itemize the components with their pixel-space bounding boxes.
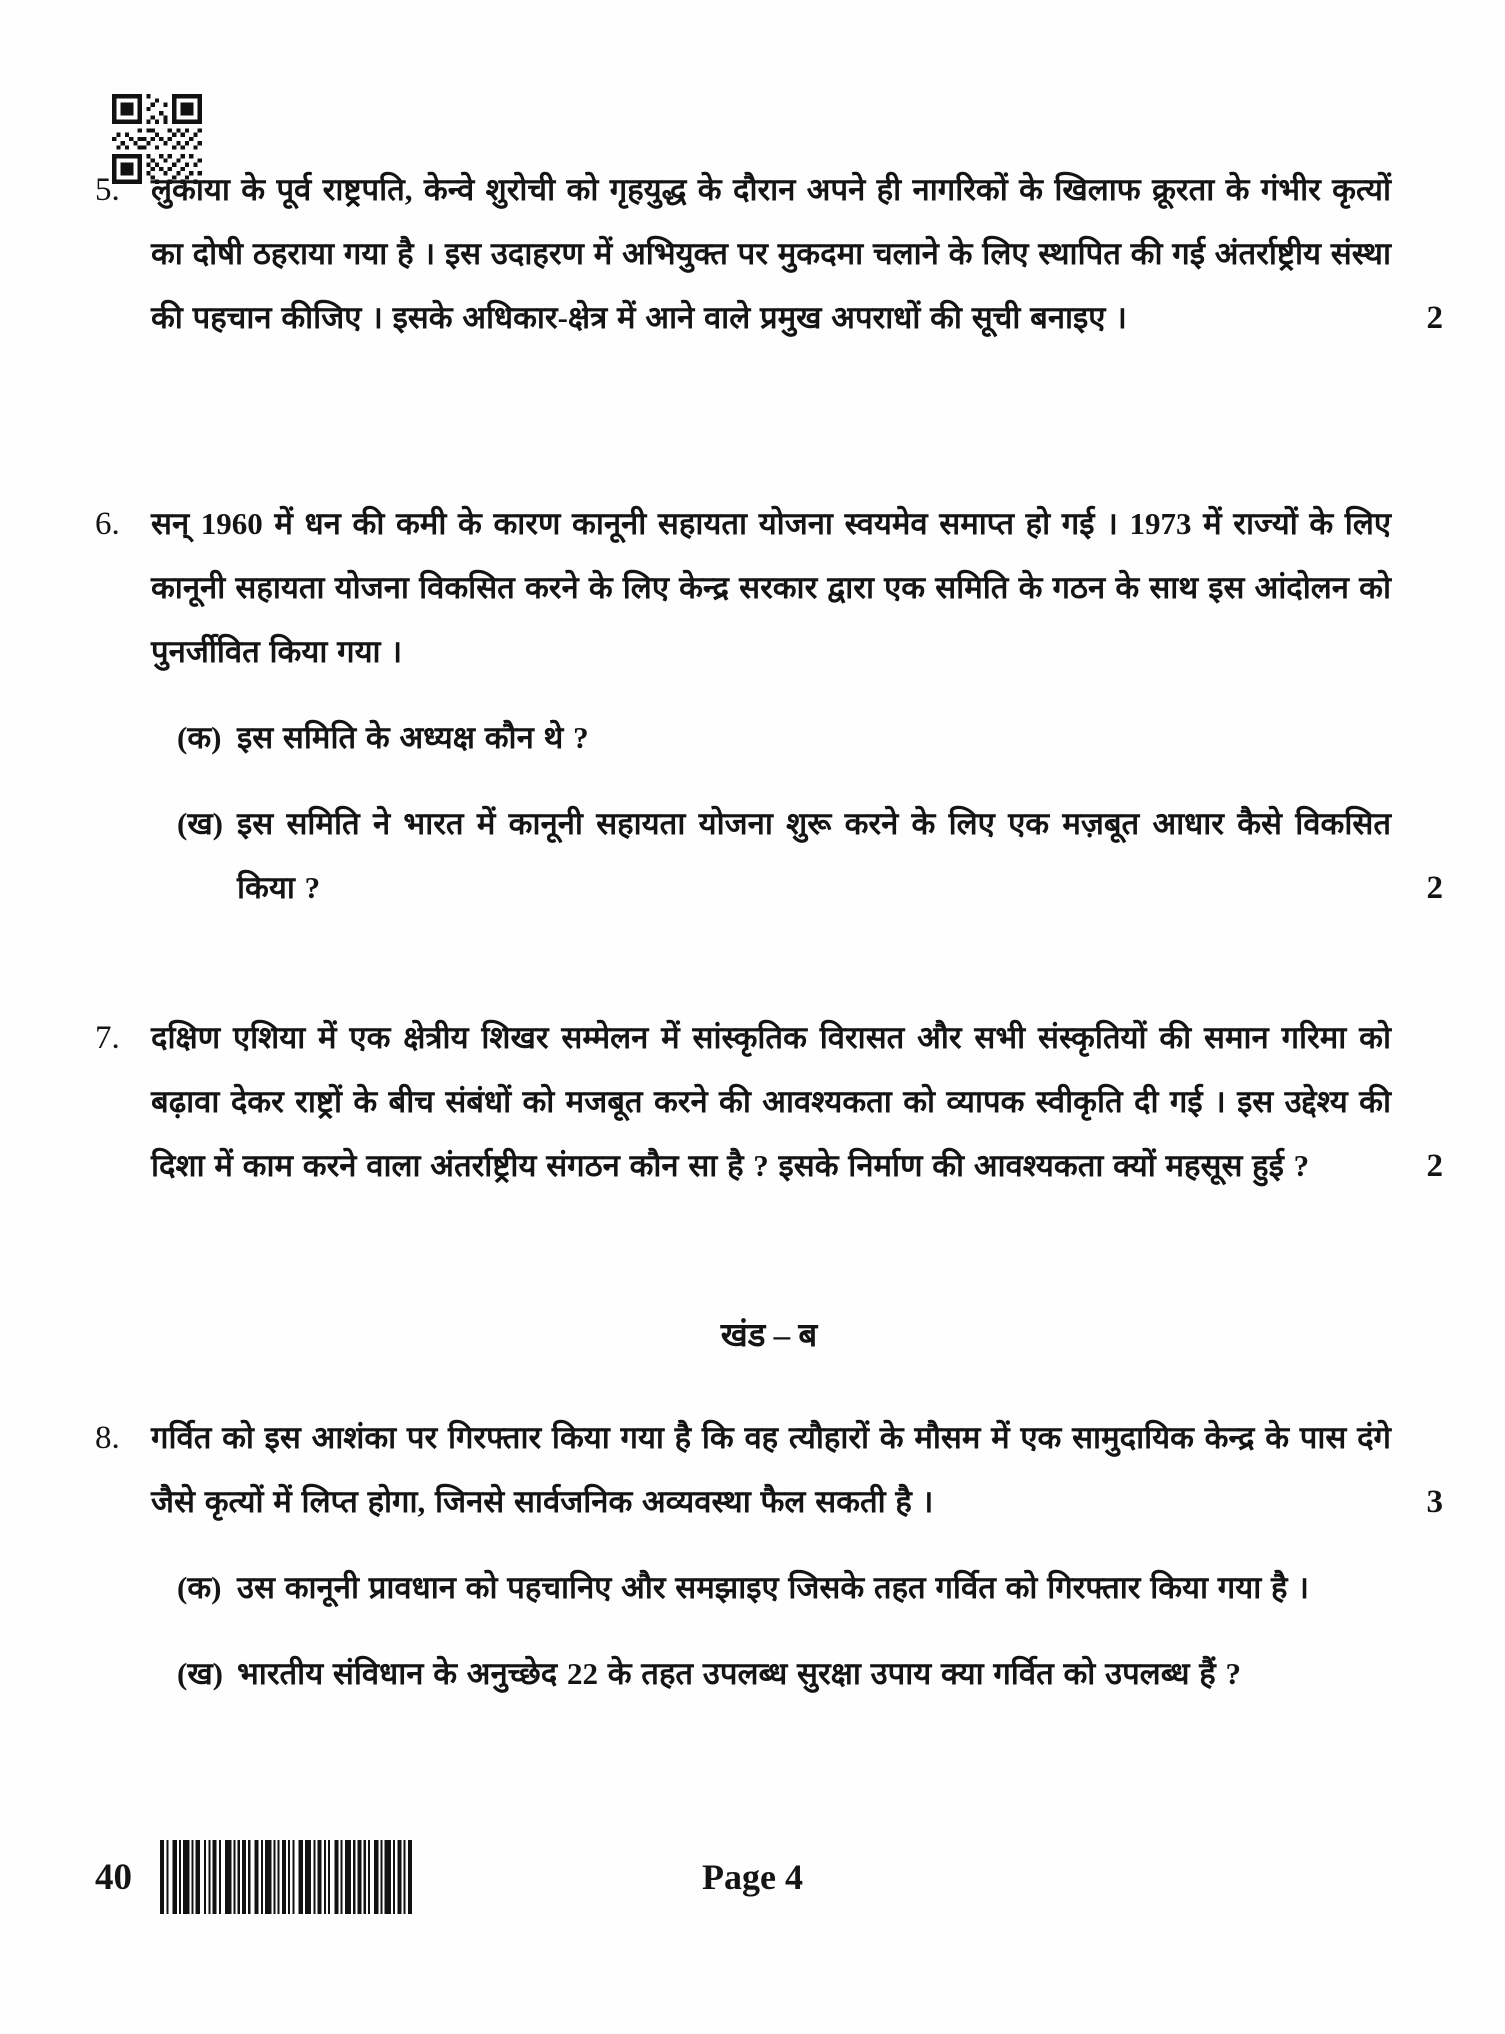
question-8-number: 8. — [95, 1420, 120, 1456]
question-8-part-b-label: (ख) — [177, 1656, 224, 1691]
question-5 — [95, 158, 1443, 350]
question-8-part-a-text: उस कानूनी प्रावधान को पहचानिए और समझाइए जिसके तहत गर्वित को गिरफ्तार किया गया है । — [237, 1570, 1309, 1605]
question-6 — [95, 492, 1443, 920]
question-7-marks: 2 — [1426, 1148, 1443, 1184]
question-8-part-a-label: (क) — [177, 1570, 222, 1605]
question-7-text: दक्षिण एशिया में एक क्षेत्रीय शिखर सम्मेलन में सांस्कृतिक विरासत और सभी संस्कृतियों की समान गरिमा को बढ़ावा देकर राष्ट्रों के बीच संबंधों को मजबूत करने की आवश्यकता को व्यापक स्वीकृति दी गई । इस उद्देश्य की दिशा में काम करने वाला अंतर्राष्ट्रीय संगठन कौन सा है ? इसके निर्माण की आवश्यकता क्यों महसूस हुई ? — [151, 1020, 1391, 1183]
question-6-number: 6. — [95, 506, 120, 542]
question-8-intro: गर्वित को इस आशंका पर गिरफ्तार किया गया है कि वह त्यौहारों के मौसम में एक सामुदायिक केन्द्र के पास दंगे जैसे कृत्यों में लिप्त होगा, जिनसे सार्वजनिक अव्यवस्था फैल सकती है । — [151, 1420, 1391, 1519]
question-6-part-b-label: (ख) — [177, 806, 224, 841]
question-8 — [95, 1406, 1443, 1706]
question-5-number: 5. — [95, 172, 120, 208]
question-5-marks: 2 — [1426, 300, 1443, 336]
section-b-header: खंड – ब — [720, 1318, 818, 1354]
page-footer — [95, 1832, 1410, 1922]
question-7-number: 7. — [95, 1020, 120, 1056]
page-number-label: Page 4 — [702, 1857, 803, 1897]
question-6-intro: सन् 1960 में धन की कमी के कारण कानूनी सहायता योजना स्वयमेव समाप्त हो गई । 1973 में राज्यों के लिए कानूनी सहायता योजना विकसित करने के लिए केन्द्र सरकार द्वारा एक समिति के गठन के साथ इस आंदोलन को पुनर्जीवित किया गया । — [151, 506, 1391, 669]
question-list — [95, 158, 1443, 1706]
question-7 — [95, 1006, 1443, 1198]
question-6-marks: 2 — [1426, 870, 1443, 906]
barcode — [160, 1840, 412, 1914]
question-6-part-a-label: (क) — [177, 720, 222, 755]
set-code: 40 — [95, 1856, 132, 1898]
question-8-marks: 3 — [1426, 1484, 1443, 1520]
question-6-part-b-text: इस समिति ने भारत में कानूनी सहायता योजना शुरू करने के लिए एक मज़बूत आधार कैसे विकसित किया ? — [237, 806, 1391, 905]
question-8-part-b-text: भारतीय संविधान के अनुच्छेद 22 के तहत उपलब्ध सुरक्षा उपाय क्या गर्वित को उपलब्ध हैं ? — [237, 1656, 1241, 1691]
question-6-part-a-text: इस समिति के अध्यक्ष कौन थे ? — [237, 720, 589, 755]
question-5-text: लुकाया के पूर्व राष्ट्रपति, केन्वे शुरोची को गृहयुद्ध के दौरान अपने ही नागरिकों के खिलाफ क्रूरता के गंभीर कृत्यों का दोषी ठहराया गया है । इस उदाहरण में अभियुक्त पर मुकदमा चलाने के लिए स्थापित की गई अंतर्राष्ट्रीय संस्था की पहचान कीजिए । इसके अधिकार-क्षेत्र में आने वाले प्रमुख अपराधों की सूची बनाइए । — [151, 172, 1391, 335]
